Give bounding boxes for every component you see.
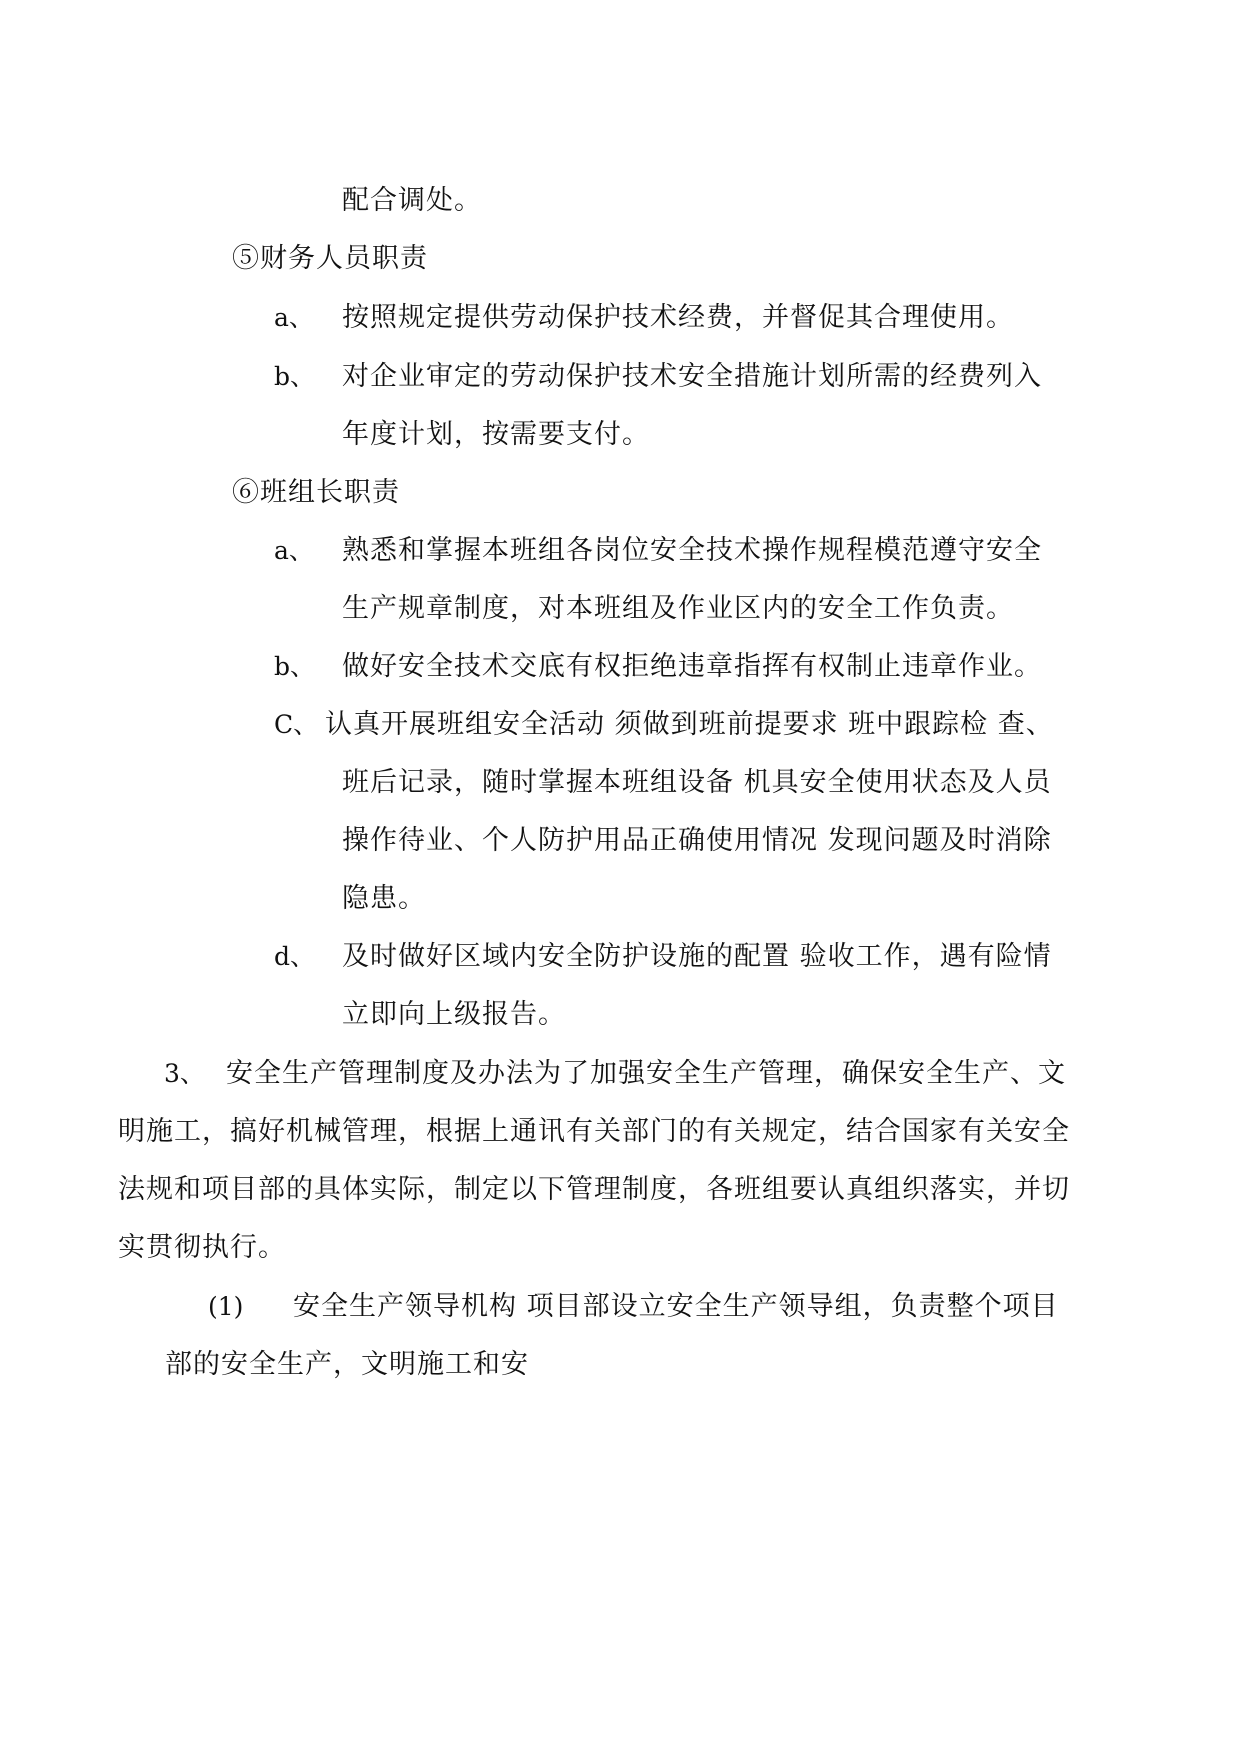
text-line: 年度计划，按需要支付。 [342,419,650,450]
text-line: 部的安全生产，文明施工和安 [165,1349,529,1380]
item-label: C、 [274,710,319,739]
item-label: a、 [274,303,314,332]
text-line: 班后记录，随时掌握本班组设备 机具安全使用状态及人员 [342,767,1052,798]
text-line: 对企业审定的劳动保护技术安全措施计划所需的经费列入 [342,361,1042,392]
text-line: 明施工，搞好机械管理，根据上通讯有关部门的有关规定，结合国家有关安全 [118,1116,1070,1147]
text-line: 安全生产管理制度及办法为了加强安全生产管理，确保安全生产、文 [226,1058,1066,1089]
text-line: 按照规定提供劳动保护技术经费，并督促其合理使用。 [342,302,1014,333]
text-line: 实贯彻执行。 [118,1232,286,1263]
section-heading: ⑤财务人员职责 [232,243,428,274]
text-line: 配合调处。 [342,185,482,216]
text-line: 立即向上级报告。 [342,999,566,1030]
section-heading: ⑥班组长职责 [232,477,400,508]
text-line: 熟悉和掌握本班组各岗位安全技术操作规程模范遵守安全 [342,535,1042,566]
section-number: 3、 [164,1059,205,1088]
text-line: 隐患。 [342,883,426,914]
item-label: b、 [274,652,316,681]
text-line: 做好安全技术交底有权拒绝违章指挥有权制止违章作业。 [342,651,1042,682]
text-line: 生产规章制度，对本班组及作业区内的安全工作负责。 [342,593,1014,624]
item-label: d、 [274,942,316,971]
text-line: 认真开展班组安全活动 须做到班前提要求 班中跟踪检 查、 [325,709,1054,740]
item-label: a、 [274,536,314,565]
text-line: 及时做好区域内安全防护设施的配置 验收工作，遇有险情 [342,941,1052,972]
item-label: b、 [274,362,316,391]
text-line: 安全生产领导机构 项目部设立安全生产领导组，负责整个项目 [293,1291,1059,1322]
text-line: 操作待业、个人防护用品正确使用情况 发现问题及时消除 [342,825,1052,856]
text-line: 法规和项目部的具体实际，制定以下管理制度，各班组要认真组织落实，并切 [118,1174,1070,1205]
subsection-number: (1) [208,1292,244,1321]
